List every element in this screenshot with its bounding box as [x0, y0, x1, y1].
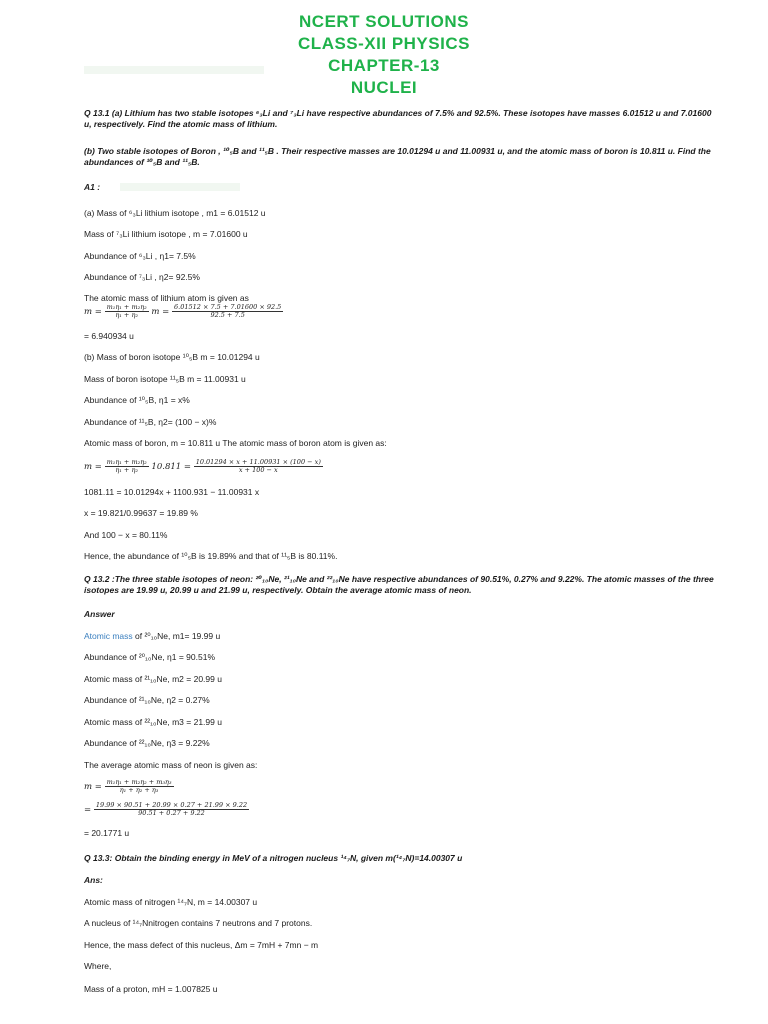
answer-label: A1 :	[84, 182, 101, 192]
equation-boron	[84, 459, 323, 474]
text-line: And 100 − x = 80.11%	[84, 530, 168, 540]
text-line: The atomic mass of lithium atom is given as	[84, 293, 249, 303]
answer-label: Ans:	[84, 875, 103, 885]
eq-lhs: m =	[84, 782, 105, 792]
title-line-1: NCERT SOLUTIONS	[299, 12, 469, 31]
eq-mid: 10.811 =	[151, 462, 194, 472]
watermark-band	[84, 66, 264, 74]
text-line: Abundance of ²²₁₀Ne, η3 = 9.22%	[84, 738, 210, 748]
equation-neon-general	[84, 779, 174, 794]
denominator: 90.51 + 0.27 + 9.22	[138, 809, 205, 817]
text-line: Mass of ⁷₃Li lithium isotope , m = 7.01600 u	[84, 229, 248, 239]
text-line: Mass of a proton, mH = 1.007825 u	[84, 984, 218, 994]
text-line: Atomic mass of ²¹₁₀Ne, m2 = 20.99 u	[84, 674, 222, 684]
denominator: η₁ + η₂	[115, 311, 138, 319]
title-line-3: CHAPTER-13	[328, 56, 440, 75]
numerator: m₁η₁ + m₂η₂ + m₃η₃	[106, 778, 172, 786]
question-13-1a: Q 13.1 (a) Lithium has two stable isotopes ⁶₃Li and ⁷₃Li have respective abundances of 7.5% and 92.5%. These isotopes have masses 6.01512 u and 7.01600 u, respectively. Find the atomic mass of lithium.	[84, 108, 712, 129]
text-line: Abundance of ²⁰₁₀Ne, η1 = 90.51%	[84, 652, 216, 662]
fraction	[94, 802, 249, 817]
text-line: Atomic mass of boron, m = 10.811 u The atomic mass of boron atom is given as:	[84, 438, 387, 448]
text-line: 1081.11 = 10.01294x + 1100.931 − 11.00931 x	[84, 487, 260, 497]
text-line: Abundance of ⁷₃Li , η2= 92.5%	[84, 272, 200, 282]
question-13-1b: (b) Two stable isotopes of Boron , ¹⁰₅B and ¹¹₅B . Their respective masses are 10.01294 u and 11.00931 u, and the atomic mass of boron is 10.811 u. Find the abundances of ¹⁰₅B and ¹¹₅B.	[84, 146, 711, 167]
text-line: Atomic mass of ²²₁₀Ne, m3 = 21.99 u	[84, 717, 222, 727]
numerator: m₁η₁ + m₂η₂	[106, 303, 147, 311]
text-line: Where,	[84, 961, 112, 971]
answer-label: Answer	[84, 609, 115, 619]
text-line: Hence, the abundance of ¹⁰₅B is 19.89% and that of ¹¹₅B is 80.11%.	[84, 551, 338, 561]
text-line: = 20.1771 u	[84, 828, 130, 838]
equation-lithium	[84, 304, 283, 319]
eq-mid: m =	[151, 307, 173, 317]
numerator: 10.01294 × x + 11.00931 × (100 − x)	[195, 458, 321, 466]
text-line: Abundance of ¹¹₅B, η2= (100 − x)%	[84, 417, 217, 427]
fraction	[105, 459, 149, 474]
eq-lhs: m =	[84, 462, 105, 472]
watermark-band	[120, 183, 240, 191]
numerator: 6.01512 × 7.5 + 7.01600 × 92.5	[174, 303, 282, 311]
equation-neon-values	[84, 802, 249, 817]
atomic-mass-link[interactable]: Atomic mass	[84, 631, 133, 641]
denominator: 92.5 + 7.5	[210, 311, 245, 319]
denominator: η₁ + η₂	[115, 466, 138, 474]
denominator: η₁ + η₂ + η₃	[119, 786, 159, 794]
text-line: The average atomic mass of neon is given as:	[84, 760, 258, 770]
text-line: Hence, the mass defect of this nucleus, Δm = 7mH + 7mn − m	[84, 940, 319, 950]
title-line-2: CLASS-XII PHYSICS	[298, 34, 470, 53]
text-line	[84, 631, 220, 642]
text-line: Mass of boron isotope ¹¹₅B m = 11.00931 u	[84, 374, 246, 384]
text-line: Abundance of ¹⁰₅B, η1 = x%	[84, 395, 190, 405]
text-line: = 6.940934 u	[84, 331, 134, 341]
text-line: (b) Mass of boron isotope ¹⁰₅B m = 10.01294 u	[84, 352, 260, 362]
numerator: m₁η₁ + m₂η₂	[106, 458, 147, 466]
text-line: Abundance of ⁶₃Li , η1= 7.5%	[84, 251, 196, 261]
text-line: Abundance of ²¹₁₀Ne, η2 = 0.27%	[84, 695, 210, 705]
question-13-2: Q 13.2 :The three stable isotopes of neon: ²⁰₁₀Ne, ²¹₁₀Ne and ²²₁₀Ne have respective abundances of 90.51%, 0.27% and 9.22%. The atomic masses of the three isotopes are 19.99 u, 20.99 u and 21.99 u, respectively. Obtain the average atomic mass of neon.	[84, 574, 714, 595]
text-line: A nucleus of ¹⁴₇Nnitrogen contains 7 neutrons and 7 protons.	[84, 918, 313, 928]
fraction	[194, 459, 323, 474]
text-line: x = 19.821/0.99637 = 19.89 %	[84, 508, 198, 518]
fraction	[105, 304, 149, 319]
question-13-3: Q 13.3: Obtain the binding energy in MeV of a nitrogen nucleus ¹⁴₇N, given m(¹⁴₇N)=14.00307 u	[84, 853, 463, 863]
fraction	[172, 304, 283, 319]
title-line-4: NUCLEI	[350, 78, 418, 97]
text-line-rest: of ²⁰₁₀Ne, m1= 19.99 u	[132, 631, 221, 641]
numerator: 19.99 × 90.51 + 20.99 × 0.27 + 21.99 × 9.22	[95, 801, 248, 809]
fraction	[105, 779, 174, 794]
denominator: x + 100 − x	[238, 466, 278, 474]
eq-lhs: m =	[84, 307, 105, 317]
text-line: (a) Mass of ⁶₃Li lithium isotope , m1 = 6.01512 u	[84, 208, 266, 218]
text-line: Atomic mass of nitrogen ¹⁴₇N, m = 14.00307 u	[84, 897, 258, 907]
eq-lhs: =	[84, 805, 94, 815]
